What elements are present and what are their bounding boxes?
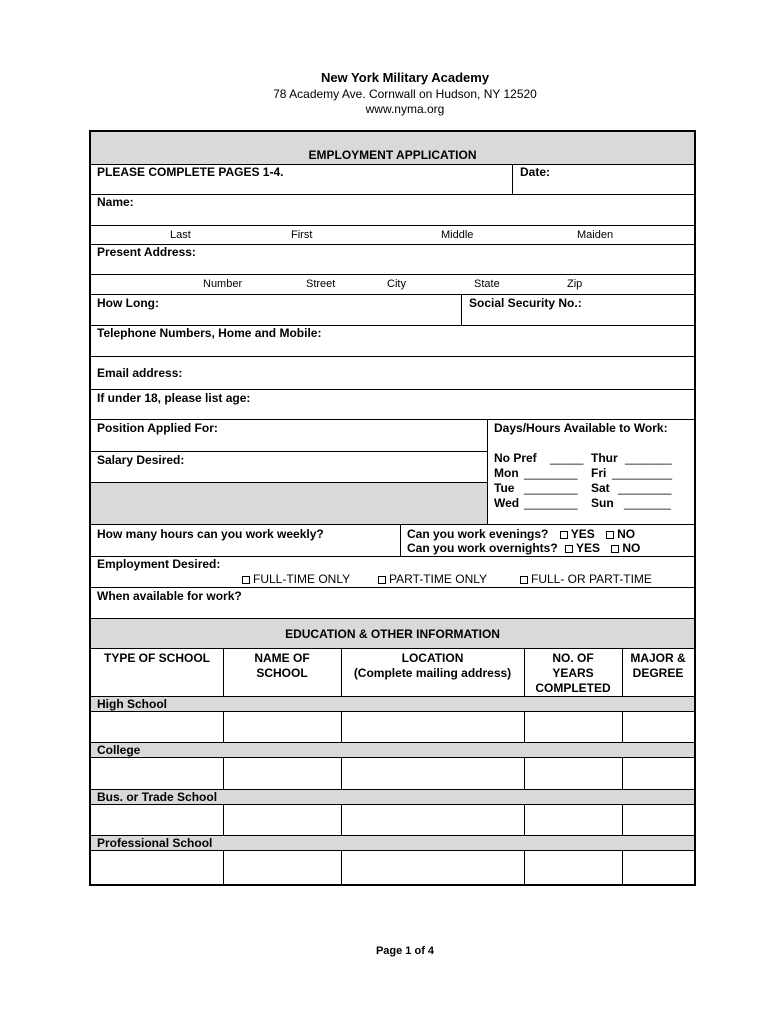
day-mon-blank: ________ xyxy=(524,466,578,480)
evenings-yes-label: YES xyxy=(570,527,595,541)
day-thur: Thur xyxy=(591,451,618,465)
day-wed-blank: ________ xyxy=(524,496,578,510)
when-available-label: When available for work? xyxy=(97,589,242,603)
overnights-row xyxy=(407,542,640,554)
telephone-label: Telephone Numbers, Home and Mobile: xyxy=(97,326,322,340)
evenings-yes-checkbox[interactable] xyxy=(560,531,568,539)
address-city-caption: City xyxy=(387,278,406,290)
part-time-option[interactable] xyxy=(378,573,487,585)
day-sat: Sat xyxy=(591,481,610,495)
evenings-no-checkbox[interactable] xyxy=(606,531,614,539)
row-professional-school: Professional School xyxy=(97,836,213,850)
row-high-school: High School xyxy=(97,697,167,711)
day-sun: Sun xyxy=(591,496,614,510)
hours-weekly-label: How many hours can you work weekly? xyxy=(97,527,324,541)
overnights-yes-label: YES xyxy=(576,541,601,555)
ssn-label: Social Security No.: xyxy=(469,296,582,310)
overnights-no-checkbox[interactable] xyxy=(611,545,619,553)
day-no-pref: No Pref xyxy=(494,451,537,465)
academy-address: 78 Academy Ave. Cornwall on Hudson, NY 12520 xyxy=(273,87,537,101)
full-or-part-checkbox[interactable] xyxy=(520,576,528,584)
full-time-option[interactable] xyxy=(242,573,350,585)
address-number-caption: Number xyxy=(203,278,243,290)
how-long-label: How Long: xyxy=(97,296,159,310)
academy-title: New York Military Academy xyxy=(320,70,490,85)
full-time-checkbox[interactable] xyxy=(242,576,250,584)
salary-label: Salary Desired: xyxy=(97,453,185,467)
under-18-label: If under 18, please list age: xyxy=(97,391,251,405)
col-name-of-line2: SCHOOL xyxy=(256,666,308,680)
name-last-caption: Last xyxy=(170,229,191,241)
date-label: Date: xyxy=(520,165,551,179)
col-major-line2: DEGREE xyxy=(632,666,684,680)
day-fri-blank: _________ xyxy=(612,466,673,480)
part-time-checkbox[interactable] xyxy=(378,576,386,584)
overnights-yes-checkbox[interactable] xyxy=(565,545,573,553)
day-tue: Tue xyxy=(494,481,515,495)
days-hours-label: Days/Hours Available to Work: xyxy=(494,421,668,435)
col-major-line1: MAJOR & xyxy=(630,651,686,665)
address-state-caption: State xyxy=(474,278,500,290)
day-tue-blank: ________ xyxy=(524,481,578,495)
full-or-part-option[interactable] xyxy=(520,573,652,585)
col-years-line1: NO. OF xyxy=(552,651,594,665)
day-sun-blank: _______ xyxy=(624,496,671,510)
name-label: Name: xyxy=(97,195,134,209)
present-address-label: Present Address: xyxy=(97,245,196,259)
education-title: EDUCATION & OTHER INFORMATION xyxy=(285,627,500,641)
part-time-label: PART-TIME ONLY xyxy=(389,572,488,586)
page-number: Page 1 of 4 xyxy=(375,945,435,957)
row-college: College xyxy=(97,743,141,757)
day-wed: Wed xyxy=(494,496,520,510)
full-or-part-label: FULL- OR PART-TIME xyxy=(531,572,652,586)
address-street-caption: Street xyxy=(306,278,336,290)
name-first-caption: First xyxy=(291,229,313,241)
col-years-line2: YEARS xyxy=(552,666,594,680)
day-mon: Mon xyxy=(494,466,519,480)
col-years-line3: COMPLETED xyxy=(535,681,611,695)
col-location-line1: LOCATION xyxy=(401,651,464,665)
evenings-no-label: NO xyxy=(617,527,636,541)
col-location-line2: (Complete mailing address) xyxy=(353,666,512,680)
evenings-row xyxy=(407,528,635,540)
name-maiden-caption: Maiden xyxy=(577,229,614,241)
complete-pages-label: PLEASE COMPLETE PAGES 1-4. xyxy=(97,165,284,179)
address-zip-caption: Zip xyxy=(567,278,583,290)
row-trade-school: Bus. or Trade School xyxy=(97,790,218,804)
email-label: Email address: xyxy=(97,366,183,380)
day-thur-blank: _______ xyxy=(625,451,672,465)
day-fri: Fri xyxy=(591,466,607,480)
position-label: Position Applied For: xyxy=(97,421,218,435)
day-sat-blank: ________ xyxy=(618,481,672,495)
overnights-label: Can you work overnights? xyxy=(407,541,558,555)
full-time-label: FULL-TIME ONLY xyxy=(253,572,351,586)
name-middle-caption: Middle xyxy=(441,229,474,241)
academy-website: www.nyma.org xyxy=(365,102,445,116)
employment-application-title: EMPLOYMENT APPLICATION xyxy=(308,148,477,162)
overnights-no-label: NO xyxy=(622,541,641,555)
col-type-of-school: TYPE OF SCHOOL xyxy=(103,651,210,665)
employment-desired-label: Employment Desired: xyxy=(97,557,221,571)
col-name-of-line1: NAME OF xyxy=(254,651,310,665)
evenings-label: Can you work evenings? xyxy=(407,527,549,541)
day-no-pref-blank: _____ xyxy=(550,451,584,465)
